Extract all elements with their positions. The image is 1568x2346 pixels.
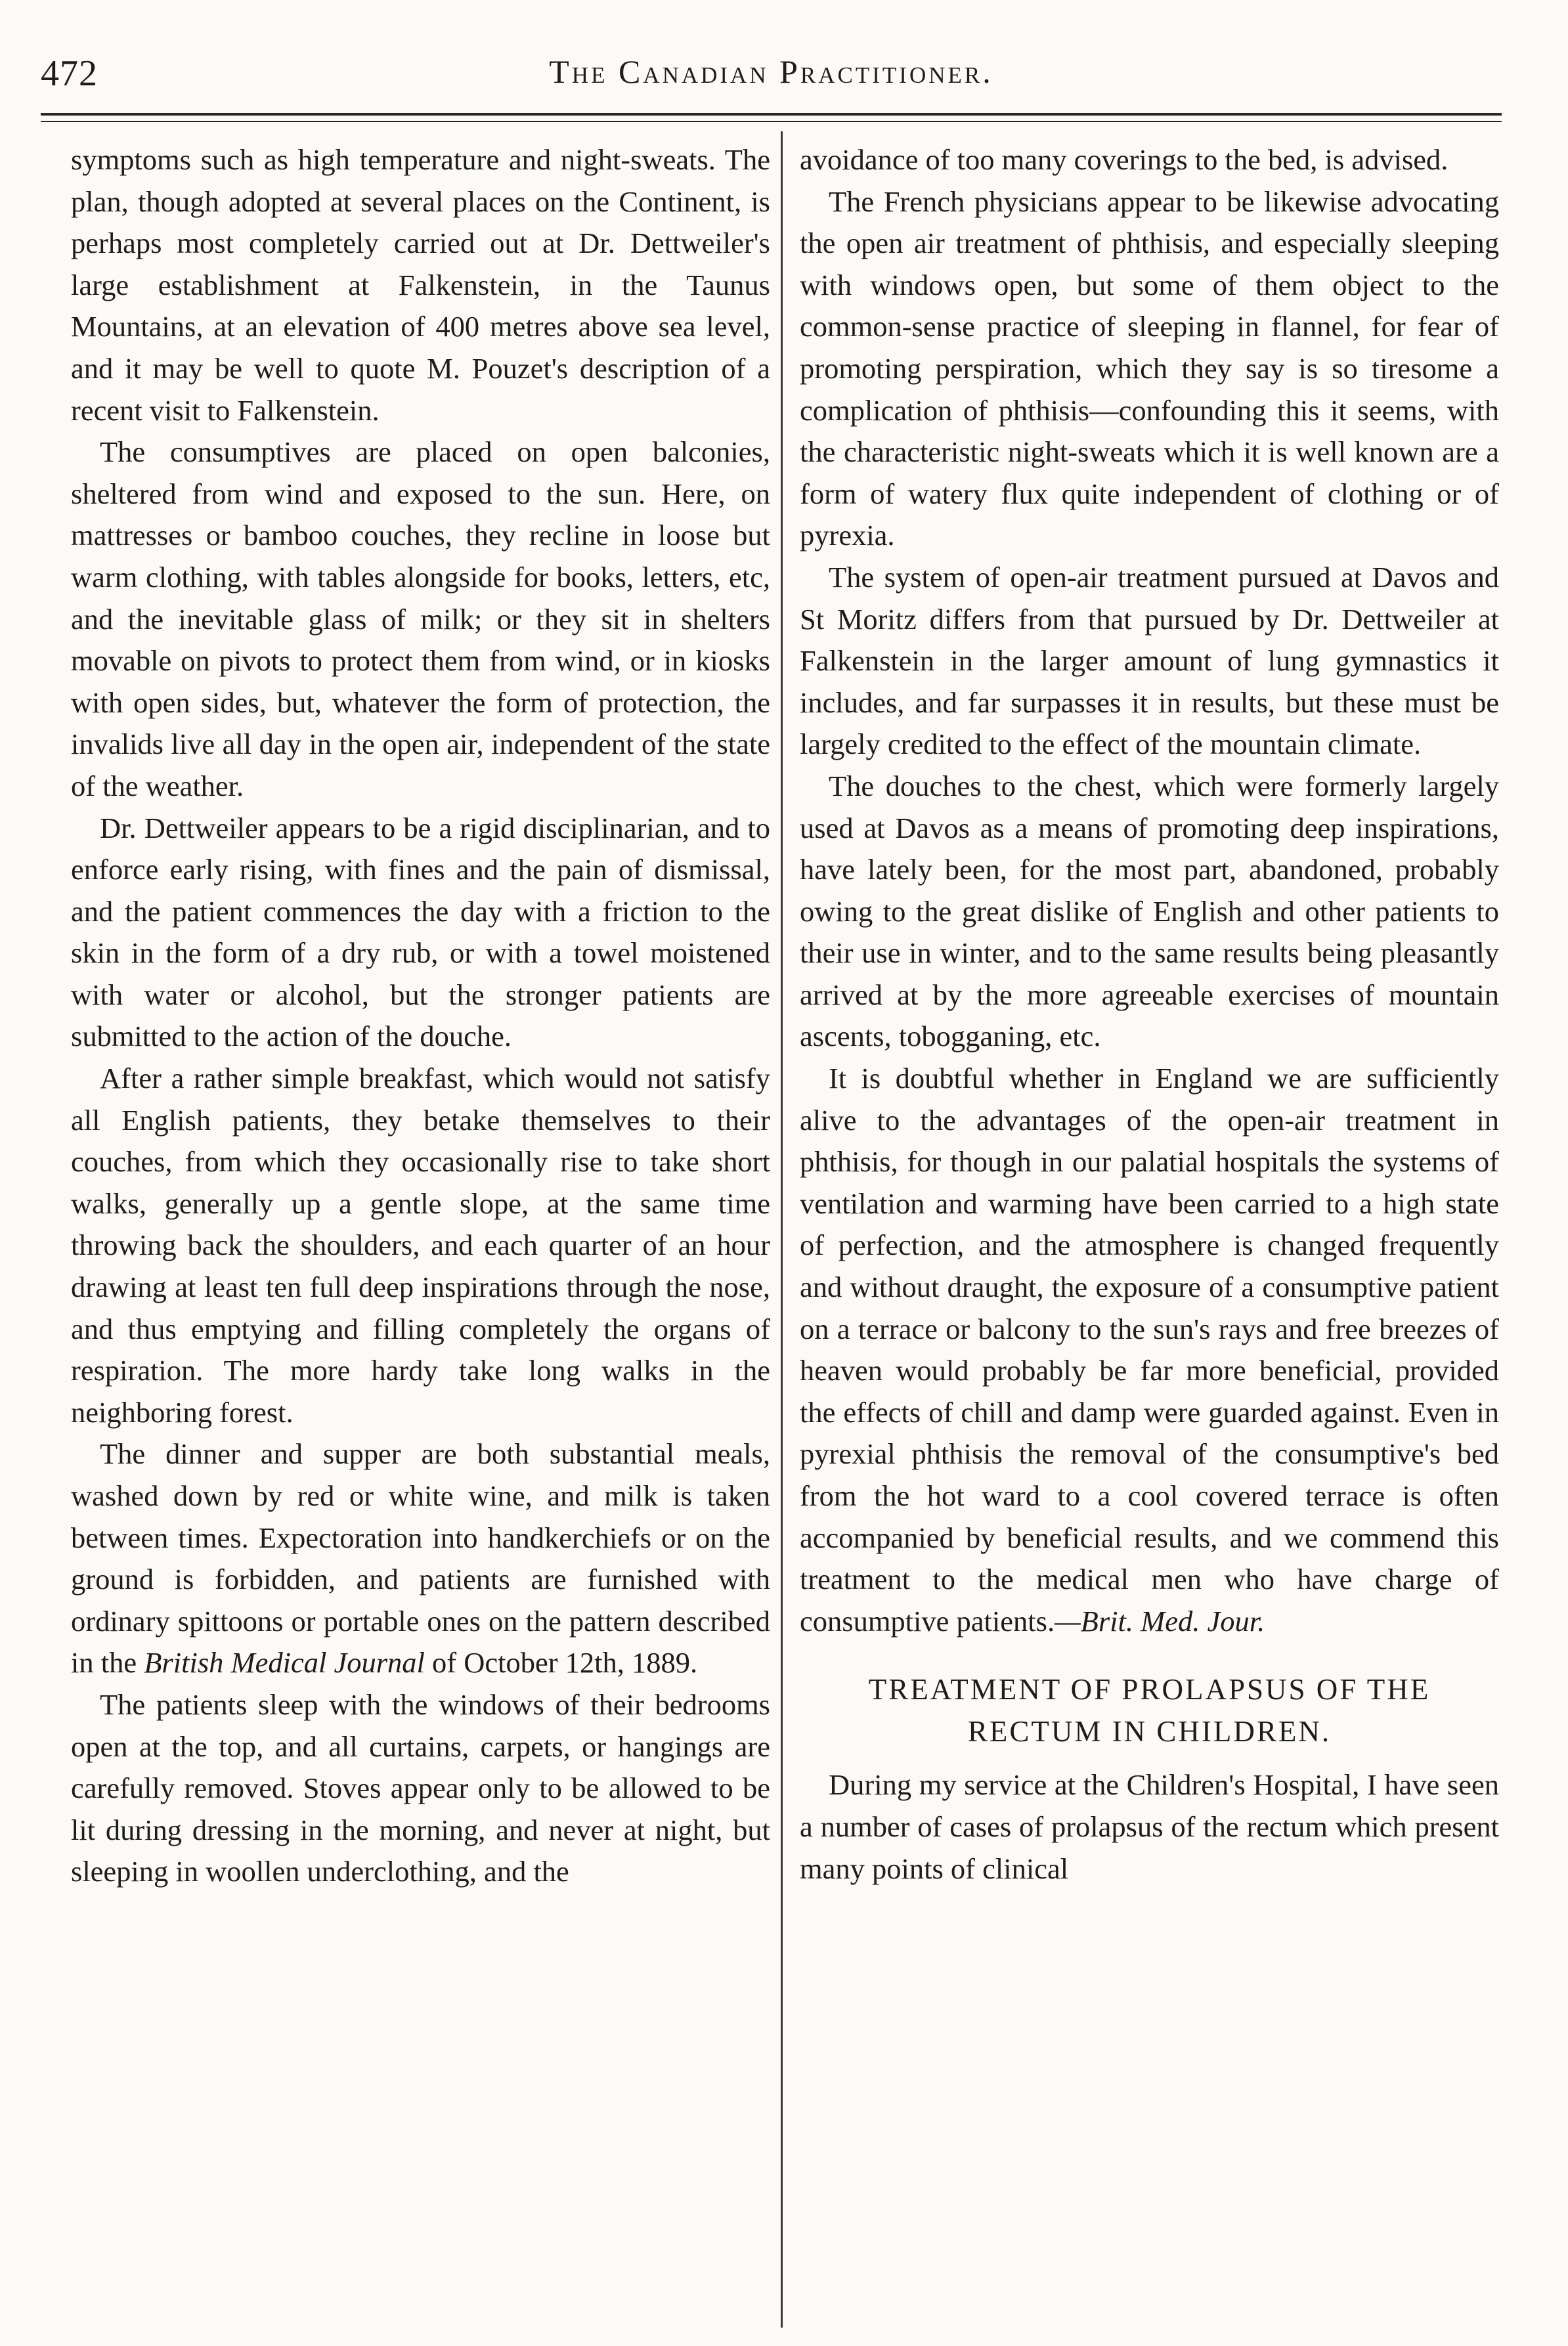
paragraph: Dr. Dettweiler appears to be a rigid disciplinarian, and to enforce early rising, with fines and the pain of dismissal, and the patient commences the day with a friction to the skin in the form of a dry rub, or with a towel moistened with water or alcohol, but the stronger patients are submitted to the action of the douche. <box>71 811 770 1053</box>
paragraph: After a rather simple breakfast, which would not satisfy all English patients, they betake themselves to their couches, from which they occasionally rise to take short walks, generally up a gentle slope, at the same time throwing back the shoulders, and each quarter of an hour drawing at least ten full deep inspirations through the nose, and thus emptying and filling completely the organs of respiration. The more hardy take long walks in the neighboring forest. <box>71 1062 770 1429</box>
header-rule-bottom <box>41 121 1502 122</box>
paragraph-text: It is doubtful whether in England we are sufficiently alive to the advantages of the open-air treatment in phthisis, for though in our palatial hospitals the systems of ventilation and warming have been carried to a high state of perfection, and the atmosphere is changed frequently and without draught, the exposure of a consumptive patient on a terrace or balcony to the sun's rays and free breezes of heaven would probably be far more beneficial, provided the effects of chill and damp were guarded against. Even in pyrexial phthisis the removal of the consumptive's bed from the hot ward to a cool covered terrace is often accompanied by beneficial results, and we commend this treatment to the medical men who have charge of consumptive patients. <box>800 1062 1499 1638</box>
section-heading <box>800 1668 1499 1752</box>
header-rule-top <box>41 113 1502 116</box>
page-number: 472 <box>41 53 98 94</box>
source-citation: —Brit. Med. Jour. <box>1055 1604 1265 1638</box>
section-heading-line: RECTUM IN CHILDREN. <box>967 1715 1332 1749</box>
left-column <box>71 139 770 1893</box>
paragraph: The system of open-air treatment pursued at Davos and St Moritz differs from that pursued by Dr. Dettweiler at Falkenstein in the larger amount of lung gymnastics it includes, and far surpasses it in results, but these must be largely credited to the effect of the mountain climate. <box>800 560 1499 761</box>
right-column <box>800 139 1499 1890</box>
running-head <box>41 41 1502 113</box>
journal-title: The Canadian Practitioner. <box>549 53 993 90</box>
column-divider <box>781 131 783 2328</box>
paragraph: The douches to the chest, which were formerly largely used at Davos as a means of promoting deep inspirations, have lately been, for the most part, abandoned, probably owing to the great dislike of English and other patients to their use in winter, and to the same results being pleasantly arrived at by the more agreeable exercises of mountain ascents, tobogganing, etc. <box>800 769 1499 1053</box>
paragraph: avoidance of too many coverings to the bed, is advised. <box>800 143 1448 176</box>
paragraph: The French physicians appear to be likewise advocating the open air treatment of phthisis, and especially sleeping with windows open, but some of them object to the common-sense practice of sleeping in flannel, for fear of promoting perspiration, which they say is so tiresome a complication of phthisis—confounding this it seems, with the characteristic night-sweats which it is well known are a form of watery flux quite independent of clothing or of pyrexia. <box>800 185 1499 552</box>
paragraph: The consumptives are placed on open balconies, sheltered from wind and exposed to the sun. Here, on mattresses or bamboo couches, they recline in loose but warm clothing, with tables alongside for books, letters, etc, and the inevitable glass of milk; or they sit in shelters movable on pivots to protect them from wind, or in kiosks with open sides, but, whatever the form of protection, the invalids live all day in the open air, independent of the state of the weather. <box>71 435 770 802</box>
paragraph: During my service at the Children's Hospital, I have seen a number of cases of prolapsus of the rectum which present many points of clinical <box>800 1768 1499 1885</box>
paragraph: The patients sleep with the windows of their bedrooms open at the top, and all curtains, carpets, or hangings are carefully removed. Stoves appear only to be allowed to be lit during dressing in the morning, and never at night, but sleeping in woollen underclothing, and the <box>71 1687 770 1888</box>
paragraph-text: of October 12th, 1889. <box>424 1646 698 1680</box>
paragraph <box>71 1433 770 1684</box>
paragraph: symptoms such as high temperature and night-sweats. The plan, though adopted at several places on the Continent, is perhaps most completely carried out at Dr. Dettweiler's large establishment at Falkenstein, in the Taunus Mountains, at an elevation of 400 metres above sea level, and it may be well to quote M. Pouzet's description of a recent visit to Falkenstein. <box>71 143 770 427</box>
paragraph <box>800 1058 1499 1642</box>
section-heading-line: TREATMENT OF PROLAPSUS OF THE <box>868 1673 1431 1706</box>
paragraph-text: The dinner and supper are both substantial meals, washed down by red or white wine, and milk is taken between times. Expectoration into handkerchiefs or on the ground is forbidden, and patients are furnished with ordinary spittoons or portable ones on the pattern described in the <box>71 1437 770 1680</box>
journal-citation: British Medical Journal <box>144 1646 425 1680</box>
